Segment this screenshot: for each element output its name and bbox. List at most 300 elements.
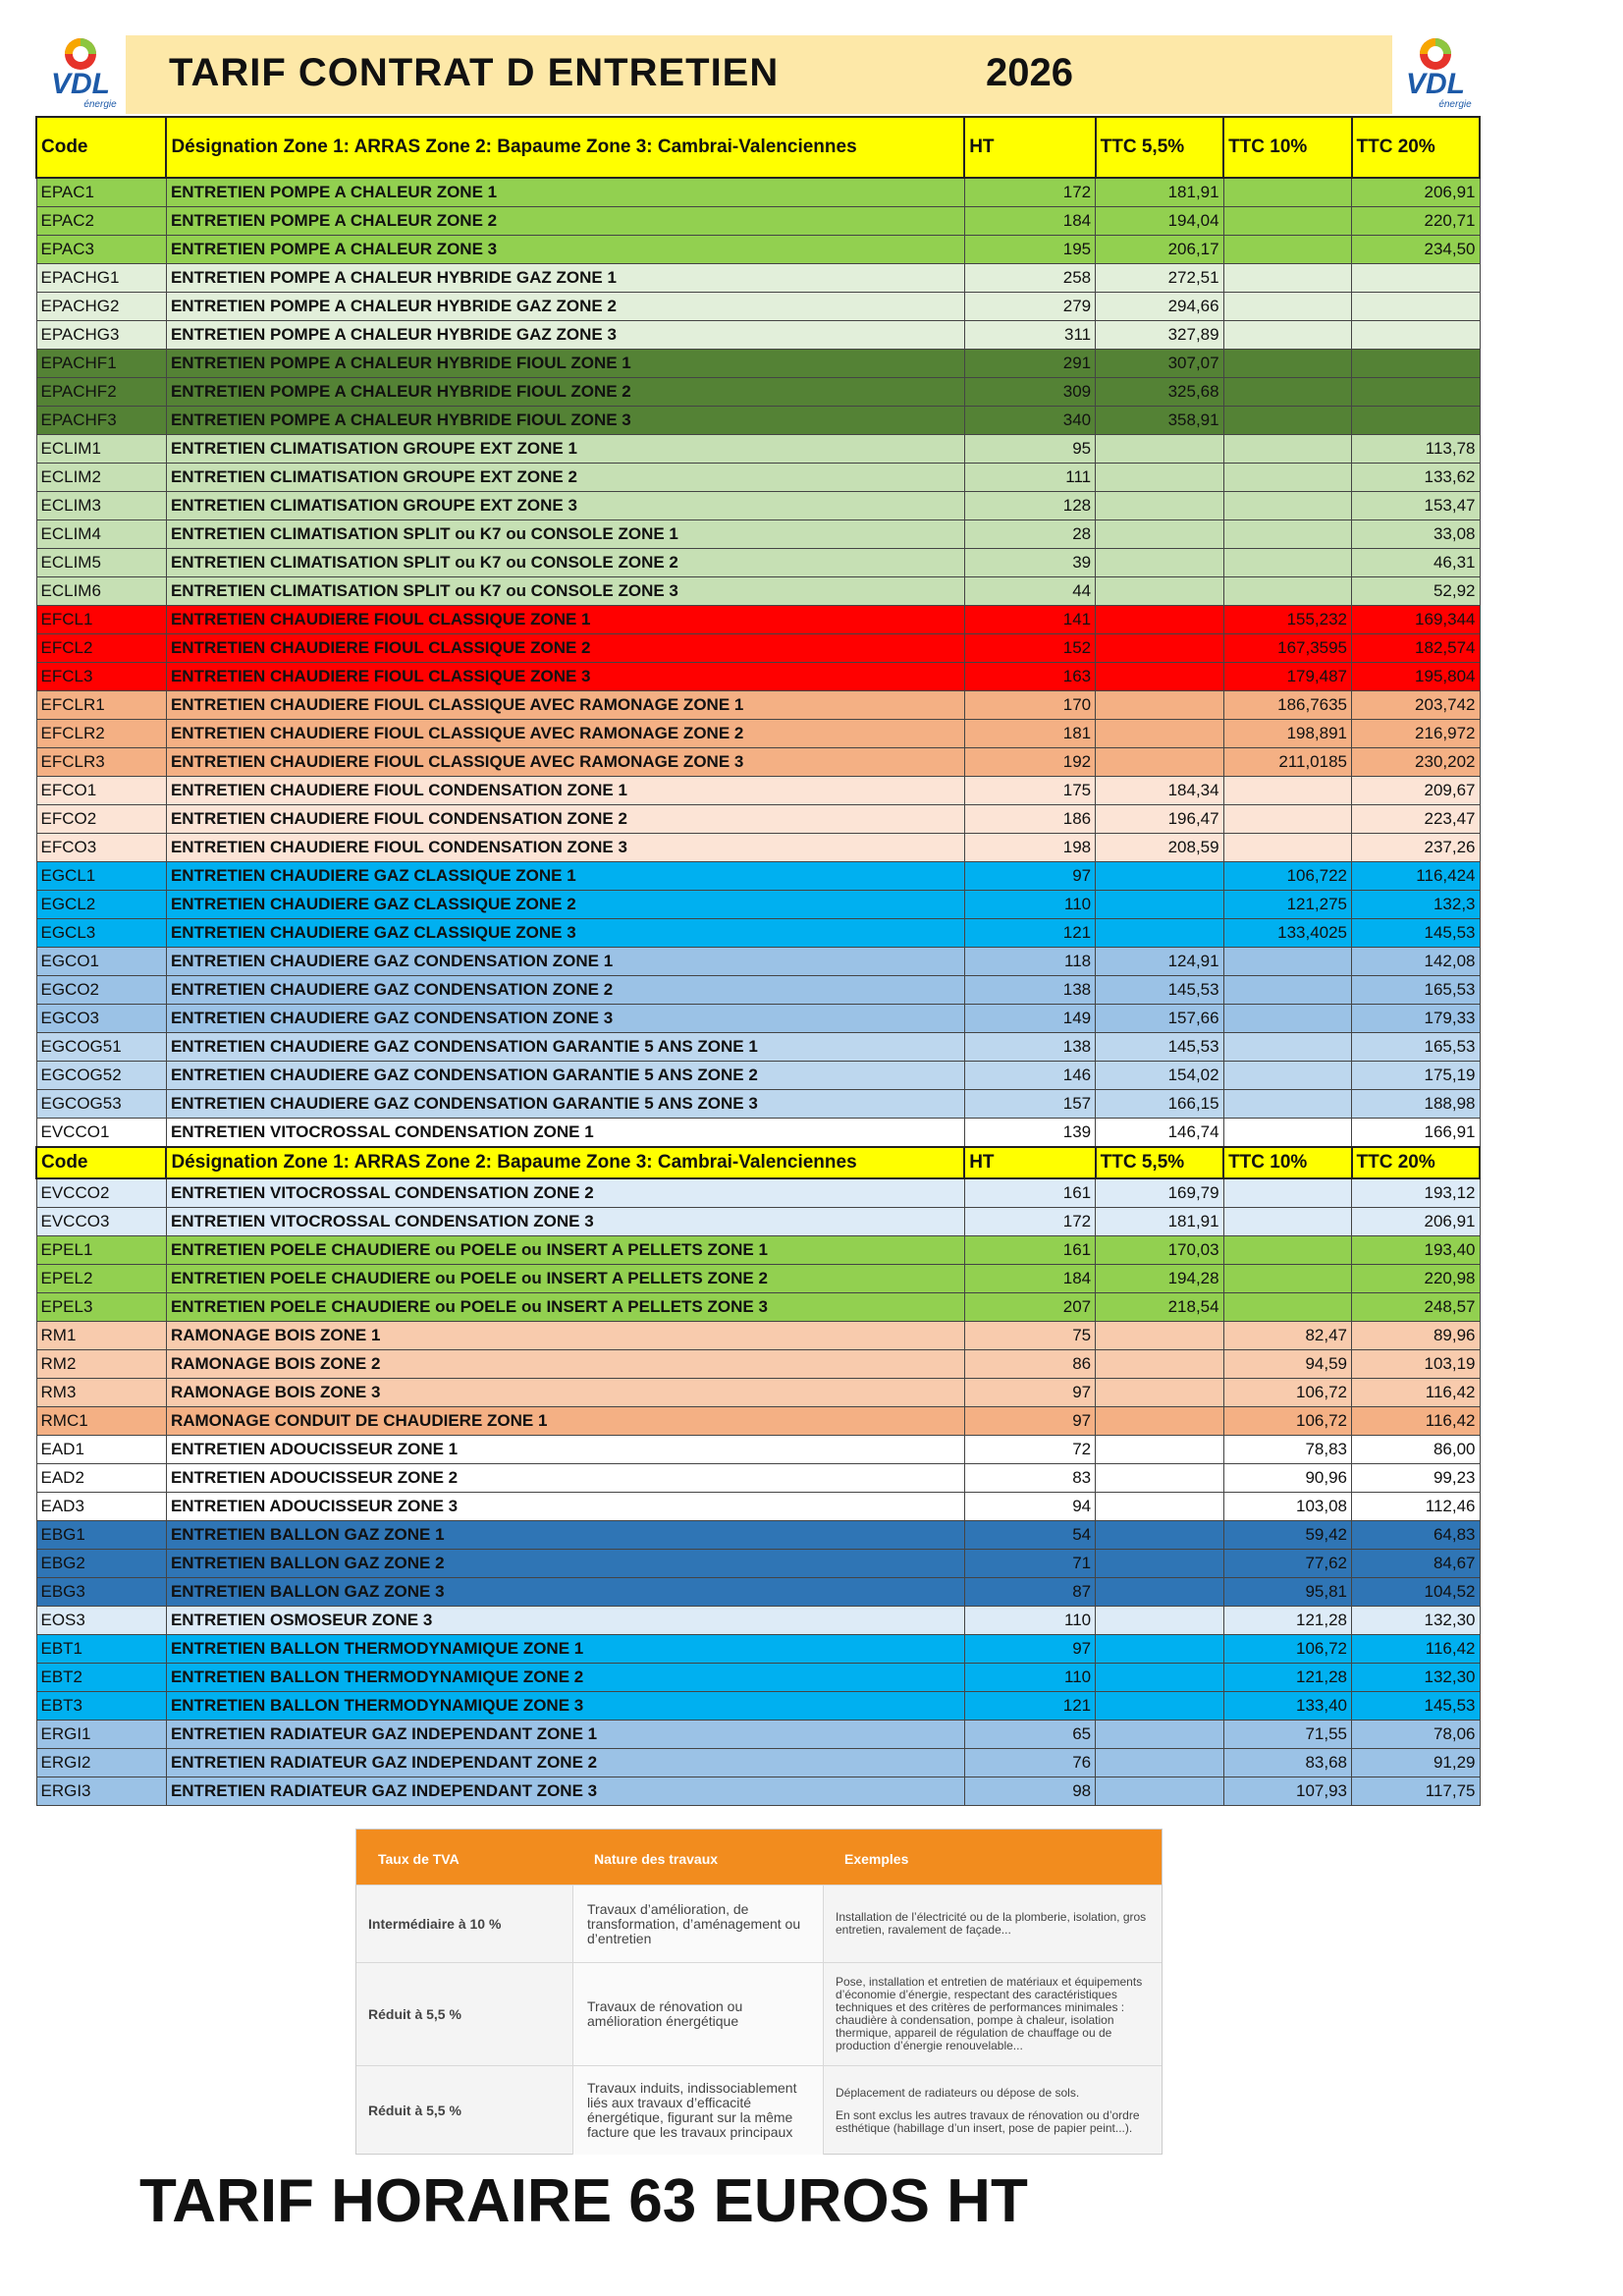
cell-ttc10: 71,55 [1223, 1721, 1351, 1749]
cell-ttc10 [1223, 236, 1351, 264]
table-row [36, 464, 1480, 492]
cell-ttc20: 195,804 [1352, 663, 1480, 691]
cell-designation: ENTRETIEN CHAUDIERE FIOUL CONDENSATION ZONE 3 [166, 834, 964, 862]
cell-code: EFCL2 [36, 634, 166, 663]
table-header-repeat [36, 1147, 1480, 1178]
table-row [36, 891, 1480, 919]
cell-ttc55 [1096, 1635, 1223, 1664]
cell-designation: ENTRETIEN BALLON THERMODYNAMIQUE ZONE 3 [166, 1692, 964, 1721]
table-row [36, 634, 1480, 663]
cell-designation: ENTRETIEN CHAUDIERE GAZ CONDENSATION ZONE 3 [166, 1005, 964, 1033]
cell-ttc55 [1096, 663, 1223, 691]
cell-ttc20: 166,91 [1352, 1119, 1480, 1148]
table-row [36, 1178, 1480, 1208]
cell-ttc55: 181,91 [1096, 1208, 1223, 1236]
cell-ttc55: 181,91 [1096, 178, 1223, 207]
table-row [36, 407, 1480, 435]
cell-ttc10 [1223, 976, 1351, 1005]
cell-ttc20: 237,26 [1352, 834, 1480, 862]
cell-ttc55: 169,79 [1096, 1178, 1223, 1208]
cell-ttc55: 206,17 [1096, 236, 1223, 264]
cell-ht: 186 [964, 805, 1095, 834]
cell-ttc55: 272,51 [1096, 264, 1223, 293]
cell-designation: ENTRETIEN POMPE A CHALEUR HYBRIDE GAZ ZONE 2 [166, 293, 964, 321]
cell-designation: RAMONAGE BOIS ZONE 3 [166, 1379, 964, 1407]
cell-ttc20: 193,40 [1352, 1236, 1480, 1265]
cell-ttc20: 188,98 [1352, 1090, 1480, 1119]
cell-code: EPEL1 [36, 1236, 166, 1265]
cell-ht: 110 [964, 1607, 1095, 1635]
cell-ttc55 [1096, 1721, 1223, 1749]
cell-ttc20: 132,3 [1352, 891, 1480, 919]
cell-ttc55 [1096, 1379, 1223, 1407]
logo-sub: énergie [83, 99, 117, 110]
cell-ht: 97 [964, 862, 1095, 891]
cell-code: ERGI2 [36, 1749, 166, 1777]
cell-ttc20: 91,29 [1352, 1749, 1480, 1777]
table-row [36, 1005, 1480, 1033]
cell-designation: ENTRETIEN BALLON THERMODYNAMIQUE ZONE 1 [166, 1635, 964, 1664]
cell-ht: 309 [964, 378, 1095, 407]
cell-ht: 83 [964, 1464, 1095, 1493]
cell-ttc20: 142,08 [1352, 948, 1480, 976]
table-row [36, 1293, 1480, 1322]
cell-code: EGCO3 [36, 1005, 166, 1033]
vat-example-text: Pose, installation et entretien de matériaux et équipements d’économie d’énergie, respectant des caractéristiques techniques et des critères de performances minimales : chaudière à condensation, pompe à chaleur, isolation thermique, appareil de régulation de chauffage ou de production d’énergie renouvelable... [836, 1975, 1143, 2052]
cell-ttc55: 146,74 [1096, 1119, 1223, 1148]
cell-ttc55 [1096, 1436, 1223, 1464]
table-row [36, 663, 1480, 691]
cell-ttc55 [1096, 464, 1223, 492]
cell-code: EVCCO2 [36, 1178, 166, 1208]
cell-ttc10 [1223, 350, 1351, 378]
cell-code: EFCO2 [36, 805, 166, 834]
cell-designation: ENTRETIEN CHAUDIERE FIOUL CLASSIQUE ZONE 2 [166, 634, 964, 663]
table-row [36, 264, 1480, 293]
table-row [36, 720, 1480, 748]
table-row [36, 378, 1480, 407]
cell-designation: RAMONAGE BOIS ZONE 2 [166, 1350, 964, 1379]
cell-ttc55 [1096, 1322, 1223, 1350]
cell-designation: ENTRETIEN CLIMATISATION SPLIT ou K7 ou CONSOLE ZONE 1 [166, 520, 964, 549]
cell-ttc20: 78,06 [1352, 1721, 1480, 1749]
cell-code: ECLIM6 [36, 577, 166, 606]
table-row [36, 1350, 1480, 1379]
cell-code: EPAC2 [36, 207, 166, 236]
cell-ht: 121 [964, 1692, 1095, 1721]
cell-ttc20: 132,30 [1352, 1664, 1480, 1692]
cell-ttc10 [1223, 520, 1351, 549]
table-row [36, 1777, 1480, 1806]
table-row [36, 1464, 1480, 1493]
cell-designation: ENTRETIEN CHAUDIERE GAZ CONDENSATION GARANTIE 5 ANS ZONE 2 [166, 1062, 964, 1090]
table-row [36, 549, 1480, 577]
cell-ht: 157 [964, 1090, 1095, 1119]
cell-ttc55 [1096, 748, 1223, 777]
cell-ttc20: 169,344 [1352, 606, 1480, 634]
cell-ttc10 [1223, 948, 1351, 976]
table-row [36, 1578, 1480, 1607]
table-row [36, 1236, 1480, 1265]
table-row [36, 777, 1480, 805]
cell-ttc10: 83,68 [1223, 1749, 1351, 1777]
cell-ht: 163 [964, 663, 1095, 691]
cell-ttc55: 157,66 [1096, 1005, 1223, 1033]
vat-header-nature: Nature des travaux [594, 1851, 719, 1867]
page-title: TARIF CONTRAT D ENTRETIEN [169, 51, 780, 94]
vdl-logo-icon [1394, 34, 1477, 111]
cell-code: EGCL2 [36, 891, 166, 919]
cell-code: EPEL3 [36, 1293, 166, 1322]
logo-text: VDL [51, 68, 110, 100]
cell-designation: RAMONAGE CONDUIT DE CHAUDIERE ZONE 1 [166, 1407, 964, 1436]
table-row [36, 919, 1480, 948]
cell-ttc10 [1223, 805, 1351, 834]
hourly-rate-footer: TARIF HORAIRE 63 EUROS HT [139, 2167, 1028, 2235]
cell-ttc55: 124,91 [1096, 948, 1223, 976]
cell-ht: 121 [964, 919, 1095, 948]
cell-ht: 139 [964, 1119, 1095, 1148]
cell-ttc10 [1223, 1265, 1351, 1293]
table-row [36, 1550, 1480, 1578]
cell-ht: 39 [964, 549, 1095, 577]
cell-ttc20: 230,202 [1352, 748, 1480, 777]
cell-ttc55: 154,02 [1096, 1062, 1223, 1090]
table-row [36, 976, 1480, 1005]
cell-designation: ENTRETIEN POMPE A CHALEUR HYBRIDE FIOUL ZONE 1 [166, 350, 964, 378]
vat-rate: Réduit à 5,5 % [368, 2103, 461, 2118]
cell-designation: ENTRETIEN ADOUCISSEUR ZONE 2 [166, 1464, 964, 1493]
cell-ttc20: 206,91 [1352, 178, 1480, 207]
cell-ttc55 [1096, 1350, 1223, 1379]
cell-ttc10 [1223, 1033, 1351, 1062]
cell-designation: ENTRETIEN POELE CHAUDIERE ou POELE ou INSERT A PELLETS ZONE 2 [166, 1265, 964, 1293]
cell-ttc20 [1352, 378, 1480, 407]
cell-ttc10: 167,3595 [1223, 634, 1351, 663]
price-table [35, 116, 1481, 1806]
header-ht: HT [964, 117, 1095, 178]
cell-code: ECLIM1 [36, 435, 166, 464]
table-row [36, 321, 1480, 350]
table-row [36, 1635, 1480, 1664]
cell-ttc55: 145,53 [1096, 976, 1223, 1005]
cell-ttc55 [1096, 1550, 1223, 1578]
cell-ht: 172 [964, 1208, 1095, 1236]
cell-ttc20: 216,972 [1352, 720, 1480, 748]
vdl-logo-right [1394, 34, 1477, 111]
cell-designation: ENTRETIEN CLIMATISATION SPLIT ou K7 ou CONSOLE ZONE 2 [166, 549, 964, 577]
header-ttc55: TTC 5,5% [1096, 1147, 1223, 1178]
cell-ttc55 [1096, 1664, 1223, 1692]
table-row [36, 1322, 1480, 1350]
cell-designation: ENTRETIEN CHAUDIERE FIOUL CLASSIQUE AVEC RAMONAGE ZONE 2 [166, 720, 964, 748]
cell-ttc10: 82,47 [1223, 1322, 1351, 1350]
cell-ht: 340 [964, 407, 1095, 435]
cell-designation: ENTRETIEN OSMOSEUR ZONE 3 [166, 1607, 964, 1635]
cell-designation: ENTRETIEN CHAUDIERE FIOUL CLASSIQUE ZONE 1 [166, 606, 964, 634]
cell-ttc20: 182,574 [1352, 634, 1480, 663]
cell-code: EFCLR1 [36, 691, 166, 720]
table-row [36, 293, 1480, 321]
cell-ttc20: 145,53 [1352, 1692, 1480, 1721]
table-row [36, 1033, 1480, 1062]
cell-ht: 97 [964, 1635, 1095, 1664]
cell-ttc55 [1096, 1407, 1223, 1436]
cell-ttc20: 64,83 [1352, 1521, 1480, 1550]
table-row [36, 1379, 1480, 1407]
cell-ht: 192 [964, 748, 1095, 777]
cell-ttc20: 165,53 [1352, 976, 1480, 1005]
cell-designation: ENTRETIEN CHAUDIERE FIOUL CLASSIQUE ZONE 3 [166, 663, 964, 691]
table-row [36, 520, 1480, 549]
cell-code: EPACHF1 [36, 350, 166, 378]
header-ttc20: TTC 20% [1352, 117, 1480, 178]
cell-code: EPEL2 [36, 1265, 166, 1293]
table-row [36, 691, 1480, 720]
cell-code: ECLIM3 [36, 492, 166, 520]
cell-ttc10 [1223, 293, 1351, 321]
header-ttc10: TTC 10% [1223, 117, 1351, 178]
cell-designation: ENTRETIEN CHAUDIERE GAZ CONDENSATION GARANTIE 5 ANS ZONE 3 [166, 1090, 964, 1119]
cell-ttc10 [1223, 435, 1351, 464]
cell-ttc55: 358,91 [1096, 407, 1223, 435]
cell-ttc10: 106,722 [1223, 862, 1351, 891]
cell-ht: 184 [964, 207, 1095, 236]
cell-ttc10: 107,93 [1223, 1777, 1351, 1806]
cell-ttc20 [1352, 264, 1480, 293]
cell-ttc20: 117,75 [1352, 1777, 1480, 1806]
cell-ttc55: 327,89 [1096, 321, 1223, 350]
cell-designation: ENTRETIEN POMPE A CHALEUR HYBRIDE FIOUL ZONE 2 [166, 378, 964, 407]
table-row [36, 1493, 1480, 1521]
cell-code: RM2 [36, 1350, 166, 1379]
cell-ht: 161 [964, 1178, 1095, 1208]
cell-ht: 146 [964, 1062, 1095, 1090]
header-ht: HT [964, 1147, 1095, 1178]
cell-ttc55: 218,54 [1096, 1293, 1223, 1322]
cell-ttc55 [1096, 891, 1223, 919]
cell-code: EOS3 [36, 1607, 166, 1635]
cell-ht: 44 [964, 577, 1095, 606]
cell-ttc10 [1223, 1119, 1351, 1148]
cell-designation: ENTRETIEN CHAUDIERE GAZ CLASSIQUE ZONE 1 [166, 862, 964, 891]
cell-ht: 128 [964, 492, 1095, 520]
cell-designation: ENTRETIEN POMPE A CHALEUR HYBRIDE GAZ ZONE 3 [166, 321, 964, 350]
cell-ttc20: 89,96 [1352, 1322, 1480, 1350]
cell-designation: ENTRETIEN ADOUCISSEUR ZONE 1 [166, 1436, 964, 1464]
table-row [36, 748, 1480, 777]
cell-code: ERGI1 [36, 1721, 166, 1749]
cell-code: EPACHF2 [36, 378, 166, 407]
cell-ttc55: 184,34 [1096, 777, 1223, 805]
table-row [36, 1436, 1480, 1464]
cell-ttc20: 203,742 [1352, 691, 1480, 720]
cell-code: EPACHG2 [36, 293, 166, 321]
vat-header-rate: Taux de TVA [378, 1851, 460, 1867]
cell-ht: 149 [964, 1005, 1095, 1033]
cell-code: EPACHF3 [36, 407, 166, 435]
cell-ttc20: 112,46 [1352, 1493, 1480, 1521]
cell-code: EBT3 [36, 1692, 166, 1721]
cell-ttc20: 46,31 [1352, 549, 1480, 577]
cell-ttc20: 175,19 [1352, 1062, 1480, 1090]
cell-designation: ENTRETIEN ADOUCISSEUR ZONE 3 [166, 1493, 964, 1521]
cell-designation: ENTRETIEN CHAUDIERE FIOUL CLASSIQUE AVEC RAMONAGE ZONE 3 [166, 748, 964, 777]
cell-ttc10 [1223, 207, 1351, 236]
cell-code: EAD3 [36, 1493, 166, 1521]
cell-ttc55: 194,28 [1096, 1265, 1223, 1293]
cell-ttc20: 116,424 [1352, 862, 1480, 891]
title-banner [126, 35, 1392, 114]
cell-ht: 138 [964, 976, 1095, 1005]
cell-ttc10: 90,96 [1223, 1464, 1351, 1493]
vat-examples [823, 1963, 1162, 2065]
cell-ht: 71 [964, 1550, 1095, 1578]
cell-code: EPAC1 [36, 178, 166, 207]
cell-ttc20: 133,62 [1352, 464, 1480, 492]
vat-examples [823, 2066, 1162, 2155]
cell-ttc20: 104,52 [1352, 1578, 1480, 1607]
cell-ttc20: 248,57 [1352, 1293, 1480, 1322]
table-header [36, 117, 1480, 178]
table-row [36, 492, 1480, 520]
page-year: 2026 [986, 51, 1073, 94]
cell-ht: 207 [964, 1293, 1095, 1322]
cell-code: EBG1 [36, 1521, 166, 1550]
table-row [36, 350, 1480, 378]
cell-ttc20: 33,08 [1352, 520, 1480, 549]
cell-ht: 161 [964, 1236, 1095, 1265]
cell-ttc55 [1096, 1464, 1223, 1493]
cell-ht: 28 [964, 520, 1095, 549]
cell-designation: ENTRETIEN CHAUDIERE FIOUL CLASSIQUE AVEC RAMONAGE ZONE 1 [166, 691, 964, 720]
cell-ttc10: 121,28 [1223, 1664, 1351, 1692]
cell-designation: ENTRETIEN RADIATEUR GAZ INDEPENDANT ZONE 2 [166, 1749, 964, 1777]
cell-code: EFCLR3 [36, 748, 166, 777]
cell-ht: 138 [964, 1033, 1095, 1062]
cell-code: ERGI3 [36, 1777, 166, 1806]
cell-designation: ENTRETIEN BALLON GAZ ZONE 2 [166, 1550, 964, 1578]
cell-code: EGCOG52 [36, 1062, 166, 1090]
cell-code: EFCLR2 [36, 720, 166, 748]
cell-ht: 110 [964, 1664, 1095, 1692]
cell-designation: ENTRETIEN POELE CHAUDIERE ou POELE ou INSERT A PELLETS ZONE 1 [166, 1236, 964, 1265]
cell-ttc55 [1096, 1521, 1223, 1550]
cell-designation: ENTRETIEN CHAUDIERE GAZ CONDENSATION ZONE 1 [166, 948, 964, 976]
cell-ttc20 [1352, 350, 1480, 378]
cell-ttc55 [1096, 1578, 1223, 1607]
vat-nature: Travaux d’amélioration, de transformation, d’aménagement ou d’entretien [572, 1886, 823, 1962]
cell-code: EBG3 [36, 1578, 166, 1607]
table-row [36, 948, 1480, 976]
cell-ttc55: 307,07 [1096, 350, 1223, 378]
cell-designation: ENTRETIEN BALLON GAZ ZONE 1 [166, 1521, 964, 1550]
cell-ttc55 [1096, 919, 1223, 948]
cell-code: EGCL1 [36, 862, 166, 891]
cell-ttc20: 103,19 [1352, 1350, 1480, 1379]
cell-designation: ENTRETIEN CLIMATISATION GROUPE EXT ZONE 1 [166, 435, 964, 464]
cell-ttc10: 186,7635 [1223, 691, 1351, 720]
cell-ht: 97 [964, 1379, 1095, 1407]
vat-rate: Intermédiaire à 10 % [368, 1916, 502, 1932]
cell-ht: 87 [964, 1578, 1095, 1607]
cell-ht: 75 [964, 1322, 1095, 1350]
cell-ttc55: 170,03 [1096, 1236, 1223, 1265]
cell-code: EBT2 [36, 1664, 166, 1692]
cell-designation: ENTRETIEN POELE CHAUDIERE ou POELE ou INSERT A PELLETS ZONE 3 [166, 1293, 964, 1322]
cell-code: EBT1 [36, 1635, 166, 1664]
cell-code: EVCCO3 [36, 1208, 166, 1236]
cell-code: EPACHG1 [36, 264, 166, 293]
cell-ttc55: 325,68 [1096, 378, 1223, 407]
cell-ttc20: 116,42 [1352, 1407, 1480, 1436]
vat-nature: Travaux induits, indissociablement liés aux travaux d’efficacité énergétique, figurant sur la même facture que les travaux principaux [572, 2066, 823, 2155]
cell-ttc20: 209,67 [1352, 777, 1480, 805]
cell-ht: 311 [964, 321, 1095, 350]
cell-ttc10: 77,62 [1223, 1550, 1351, 1578]
table-row [36, 1265, 1480, 1293]
cell-code: EVCCO1 [36, 1119, 166, 1148]
cell-ht: 141 [964, 606, 1095, 634]
table-row [36, 435, 1480, 464]
cell-ttc20: 153,47 [1352, 492, 1480, 520]
cell-ht: 175 [964, 777, 1095, 805]
cell-designation: ENTRETIEN POMPE A CHALEUR ZONE 3 [166, 236, 964, 264]
table-row [36, 1721, 1480, 1749]
cell-ht: 111 [964, 464, 1095, 492]
cell-ttc10 [1223, 1208, 1351, 1236]
cell-ttc55: 166,15 [1096, 1090, 1223, 1119]
cell-ht: 181 [964, 720, 1095, 748]
cell-code: EAD2 [36, 1464, 166, 1493]
cell-ttc10 [1223, 378, 1351, 407]
cell-ht: 72 [964, 1436, 1095, 1464]
cell-code: RM3 [36, 1379, 166, 1407]
cell-ttc20 [1352, 293, 1480, 321]
cell-ttc20: 113,78 [1352, 435, 1480, 464]
cell-ttc20 [1352, 321, 1480, 350]
cell-code: EGCO1 [36, 948, 166, 976]
vat-info-table [355, 1829, 1163, 2155]
cell-ttc55 [1096, 549, 1223, 577]
cell-ht: 152 [964, 634, 1095, 663]
cell-designation: ENTRETIEN CHAUDIERE GAZ CLASSIQUE ZONE 3 [166, 919, 964, 948]
cell-designation: ENTRETIEN CHAUDIERE GAZ CLASSIQUE ZONE 2 [166, 891, 964, 919]
cell-ht: 258 [964, 264, 1095, 293]
table-row [36, 577, 1480, 606]
cell-ttc10: 94,59 [1223, 1350, 1351, 1379]
cell-ht: 184 [964, 1265, 1095, 1293]
cell-ttc55 [1096, 862, 1223, 891]
cell-ttc10 [1223, 492, 1351, 520]
cell-ttc20: 86,00 [1352, 1436, 1480, 1464]
cell-ttc10: 59,42 [1223, 1521, 1351, 1550]
cell-ttc55: 194,04 [1096, 207, 1223, 236]
cell-code: EPACHG3 [36, 321, 166, 350]
cell-ttc20: 220,71 [1352, 207, 1480, 236]
header-ttc55: TTC 5,5% [1096, 117, 1223, 178]
cell-designation: ENTRETIEN CLIMATISATION SPLIT ou K7 ou CONSOLE ZONE 3 [166, 577, 964, 606]
cell-ht: 110 [964, 891, 1095, 919]
vat-rate: Réduit à 5,5 % [368, 2006, 461, 2022]
cell-ttc55: 196,47 [1096, 805, 1223, 834]
cell-ttc20: 165,53 [1352, 1033, 1480, 1062]
cell-code: ECLIM5 [36, 549, 166, 577]
table-row [36, 236, 1480, 264]
table-row [36, 1692, 1480, 1721]
table-row [36, 834, 1480, 862]
cell-ttc10 [1223, 321, 1351, 350]
